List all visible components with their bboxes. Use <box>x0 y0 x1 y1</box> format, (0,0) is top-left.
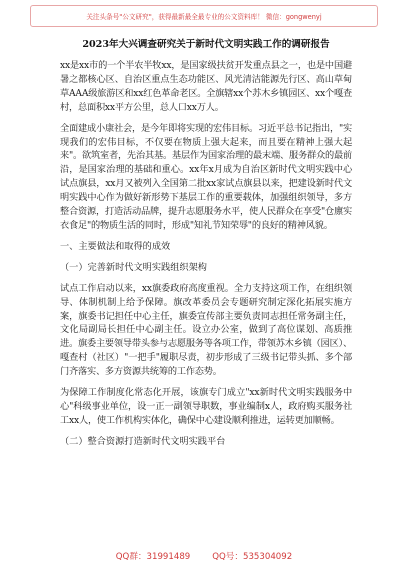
footer-qq-group: QQ群：31991489 <box>115 552 191 562</box>
section-heading-1: 一、主要做法和取得的成效 <box>60 240 171 252</box>
sub1-paragraph-2: 为保障工作制度化常态化开展，该旗专门成立"xx新时代文明实践服务中心"科级事业单位，设一正一副领导职数，事业编制x人，政府购买服务社工xx人，使工作机构实体化，确保中心建设顺利推进，运转更加顺畅。 <box>60 387 352 426</box>
sub1-paragraph-1: 试点工作启动以来，xx旗委政府高度重视。全力支持这项工作，在组织领导、体制机制上给予保障。旗改革委员会专题研究制定深化拓展实施方案，旗委书记担任中心主任，旗委宣传部主要负责同志担任常务副主任，文化局副局长担任中心副主任。设立办公室，做到了高位谋划、高质推进。旗委主要领导带头参与志愿服务等各项工作，带领苏木乡镇（园区）、嘎查村（社区）"一把手"履职尽责，初步形成了三级书记带头抓、多个部门齐落实、多方资源共统筹的工作态势。 <box>60 282 352 378</box>
intro-paragraph-2: 全面建成小康社会，是今年即将实现的宏伟目标。习近平总书记指出，"实现我们的宏伟目标，不仅要在物质上强大起来，而且要在精神上强大起来"。欲筑室者，先治其基。基层作为国家治理的最末端、服务群众的最前沿，是国家治理的基础和重心。xx年x月成为自治区新时代文明实践中心试点旗县，xx月又被列入全国第二批xx家试点旗县以来，把建设新时代文明实践中心作为做好新形势下基层工作的重要载体，加强组织领导，多方整合资源，打造活动品牌，提升志愿服务水平，使人民群众在享受"仓廪实衣食足"的物质生活的同时，形成"知礼节知荣辱"的良好的精神风貌。 <box>60 122 352 231</box>
document-title: 2023年大兴调查研究关于新时代文明实践工作的调研报告 <box>82 39 330 50</box>
document-page <box>60 38 352 456</box>
footer-qq-contact: QQ号：535304092 <box>212 552 293 562</box>
intro-paragraph-1: xx是xx市的一个半农半牧xx，是国家级扶贫开发重点县之一，也是中国避暑之都核心区、自治区重点生态功能区、风光清洁能源先行区、高山草甸草AAA级旅游区和xx红色革命老区。全旗辖xx个苏木乡镇园区、xx个嘎查村，总面积xx平方公里，总人口xx万人。 <box>60 60 352 113</box>
promo-banner <box>30 5 378 27</box>
sub-heading-1: （一）完善新时代文明实践组织架构 <box>60 261 207 273</box>
footer-contacts <box>0 550 408 562</box>
sub-heading-2: （二）整合资源打造新时代文明实践平台 <box>60 435 226 447</box>
promo-banner-text: 关注头条号"公文研究"，获得最新最全最专业的公文资料库！ 微信：gongwenyj <box>86 13 322 21</box>
